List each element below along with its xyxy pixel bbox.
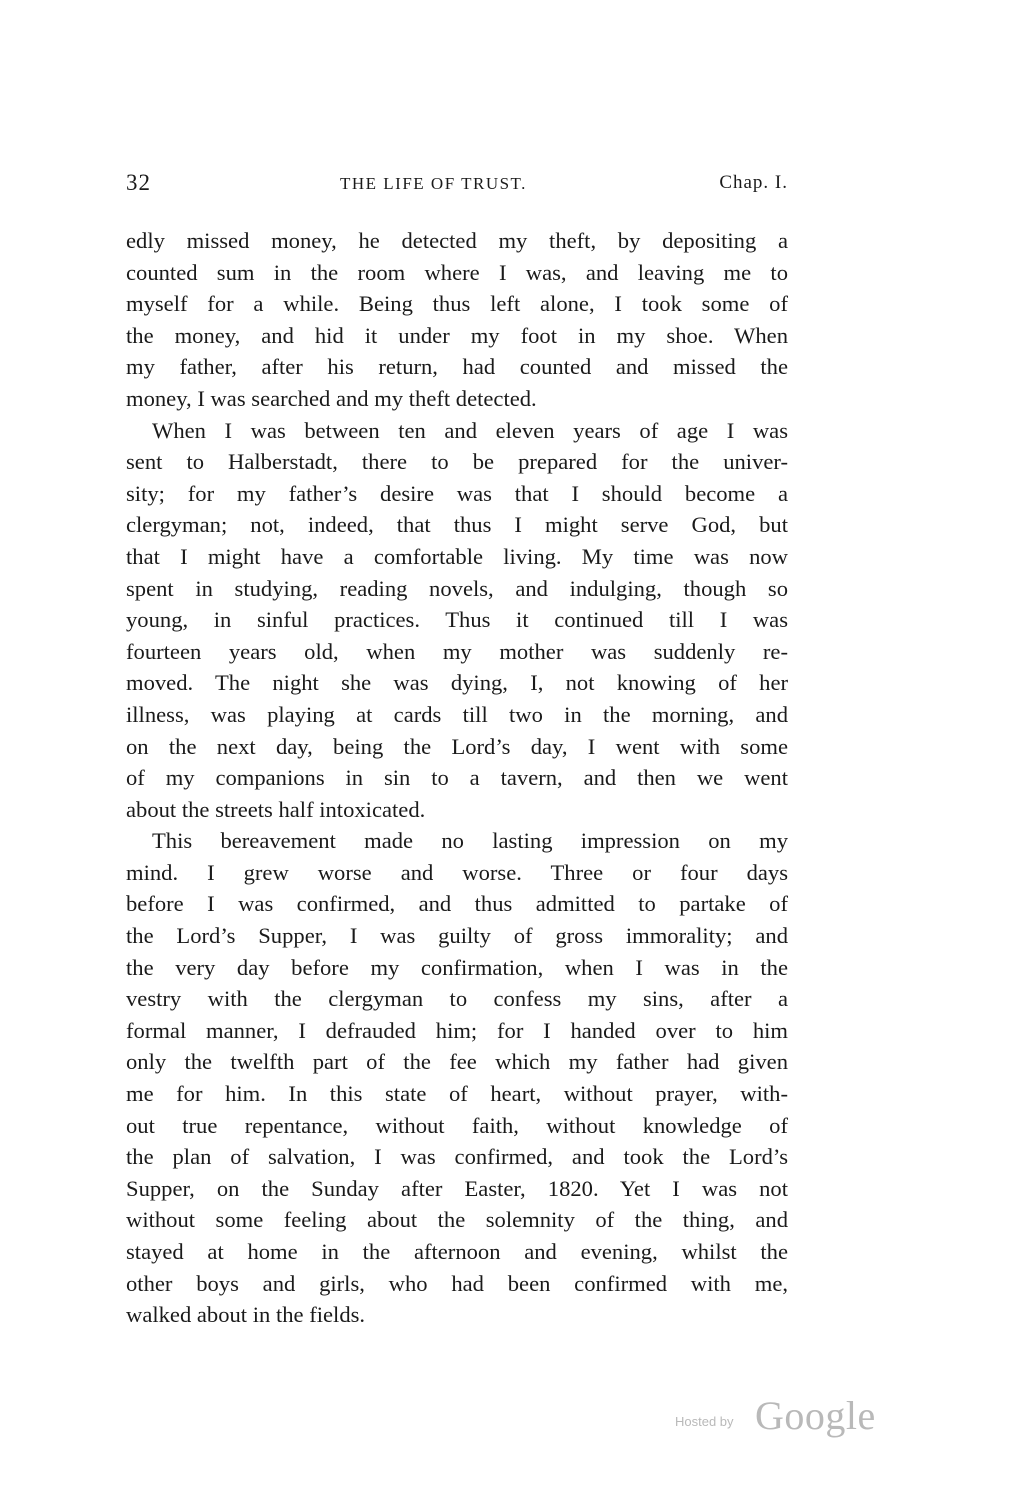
text-line: walked about in the fields. (126, 1302, 366, 1328)
text-line: young, in sinful practices. Thus it continued till I was (126, 607, 788, 633)
text-line: myself for a while. Being thus left alone, I took some of (126, 291, 788, 317)
text-line: counted sum in the room where I was, and leaving me to (126, 259, 788, 285)
text-line: without some feeling about the solemnity of the thing, and (126, 1207, 788, 1233)
book-title: THE LIFE OF TRUST. (340, 174, 527, 193)
text-line: on the next day, being the Lord’s day, I went with some (126, 733, 788, 759)
text-line: the Lord’s Supper, I was guilty of gross immorality; and (126, 923, 788, 949)
text-line: edly missed money, he detected my theft, by depositing a (126, 228, 788, 253)
text-line: the very day before my confirmation, when I was in the (126, 954, 788, 980)
text-line: that I might have a comfortable living. My time was now (126, 543, 788, 569)
text-line: money, I was searched and my theft detected. (126, 385, 537, 411)
paragraph-start-line: This bereavement made no lasting impression on my (152, 828, 788, 854)
text-line: fourteen years old, when my mother was suddenly re- (126, 638, 788, 664)
text-line: moved. The night she was dying, I, not knowing of her (126, 670, 788, 696)
text-line: mind. I grew worse and worse. Three or four days (126, 859, 788, 885)
hosted-by-google-watermark (675, 1392, 885, 1442)
text-line: the plan of salvation, I was confirmed, and took the Lord’s (126, 1144, 788, 1170)
text-line: the money, and hid it under my foot in my shoe. When (126, 322, 788, 348)
paragraph-start-line: When I was between ten and eleven years of age I was (152, 417, 788, 443)
text-line: out true repentance, without faith, without knowledge of (126, 1112, 788, 1138)
text-line: before I was confirmed, and thus admitted to partake of (126, 891, 788, 917)
text-line: only the twelfth part of the fee which my father had given (126, 1049, 788, 1075)
text-line: stayed at home in the afternoon and evening, whilst the (126, 1239, 788, 1264)
text-line: spent in studying, reading novels, and indulging, though so (126, 575, 788, 601)
google-logo: Google (755, 1393, 876, 1438)
text-line: formal manner, I defrauded him; for I handed over to him (126, 1017, 788, 1043)
chapter-label: Chap. I. (719, 172, 788, 193)
text-line: illness, was playing at cards till two in the morning, and (126, 701, 788, 727)
text-line: sity; for my father’s desire was that I should become a (126, 480, 788, 506)
page-number: 32 (126, 170, 151, 195)
text-line: me for him. In this state of heart, without prayer, with- (126, 1081, 788, 1107)
body-text (126, 225, 788, 1331)
text-line: Supper, on the Sunday after Easter, 1820. Yet I was not (126, 1175, 788, 1201)
text-line: of my companions in sin to a tavern, and then we went (126, 765, 788, 791)
watermark-hosted-by: Hosted by (675, 1414, 734, 1429)
text-line: clergyman; not, indeed, that thus I might serve God, but (126, 512, 788, 538)
running-head (126, 170, 788, 202)
text-line: about the streets half intoxicated. (126, 796, 426, 822)
text-line: other boys and girls, who had been confirmed with me, (126, 1270, 788, 1296)
text-line: my father, after his return, had counted and missed the (126, 354, 788, 380)
text-line: vestry with the clergyman to confess my sins, after a (126, 986, 788, 1012)
text-line: sent to Halberstadt, there to be prepared for the univer- (126, 449, 788, 475)
